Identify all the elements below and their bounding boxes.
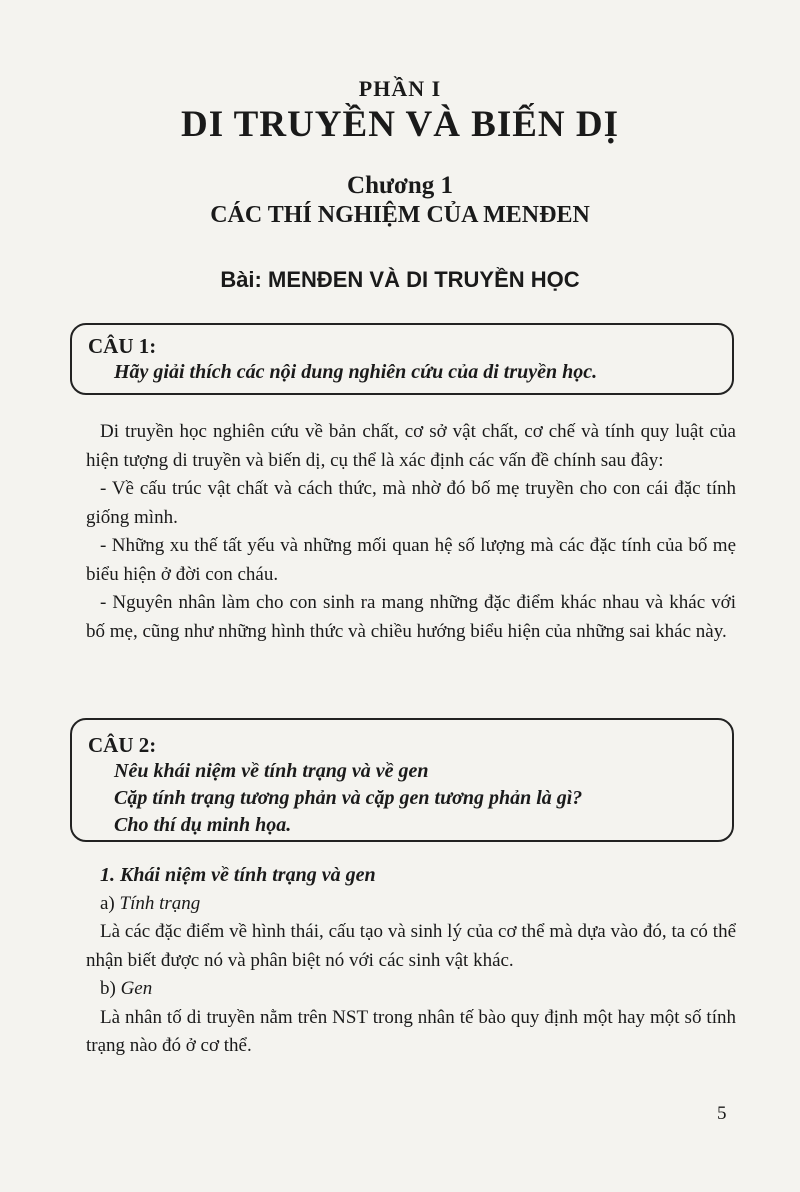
question-2-box (70, 718, 734, 842)
question-2-label: CÂU 2: (88, 733, 157, 757)
page-number: 5 (717, 1103, 727, 1124)
answer-1-paragraph: - Những xu thế tất yếu và những mối quan hệ số lượng mà các đặc tính của bố mẹ biểu hiện ở đời con cháu. (86, 535, 736, 585)
chapter-label: Chương 1 (347, 172, 453, 199)
subsection-a-prefix: a) (100, 892, 120, 914)
answer-1-paragraph: Di truyền học nghiên cứu về bản chất, cơ sở vật chất, cơ chế và tính quy luật của hiện tượng di truyền và biến dị, cụ thể là xác định các vấn đề chính sau đây: (86, 421, 736, 471)
question-2-line: Nêu khái niệm về tính trạng và về gen (114, 760, 429, 782)
subsection-a-text: Là các đặc điểm về hình thái, cấu tạo và sinh lý của cơ thể mà dựa vào đó, ta có thể nhận biết được nó và phân biệt nó với các sinh vật khác. (86, 921, 736, 971)
subsection-a-heading (86, 890, 736, 919)
part-title: DI TRUYỀN VÀ BIẾN DỊ (180, 104, 620, 145)
answer-1-paragraph: - Về cấu trúc vật chất và cách thức, mà nhờ đó bố mẹ truyền cho con cái đặc tính giống mình. (86, 478, 736, 528)
part-label: PHẦN I (358, 76, 442, 101)
subsection-b-heading (86, 975, 736, 1004)
question-1-label: CÂU 1: (88, 334, 157, 358)
answer-1 (86, 418, 736, 646)
question-2-line: Cho thí dụ minh họa. (114, 814, 292, 836)
lesson-title: Bài: MENĐEN VÀ DI TRUYỀN HỌC (220, 267, 580, 292)
chapter-title: CÁC THÍ NGHIỆM CỦA MENĐEN (210, 202, 590, 228)
subsection-b-prefix: b) (100, 978, 121, 999)
answer-1-paragraph: - Nguyên nhân làm cho con sinh ra mang những đặc điểm khác nhau và khác với bố mẹ, cũng như những hình thức và chiều hướng biểu hiện của những sai khác này. (86, 592, 736, 642)
subsection-b-text: Là nhân tố di truyền nằm trên NST trong nhân tế bào quy định một hay một số tính trạng nào đó ở cơ thể. (86, 1006, 736, 1056)
question-1-box (70, 323, 734, 395)
subsection-b-title: Gen (120, 978, 153, 999)
section-heading: 1. Khái niệm về tính trạng và gen (100, 864, 376, 886)
question-2-line: Cặp tính trạng tương phản và cặp gen tương phản là gì? (114, 787, 583, 809)
question-1-line: Hãy giải thích các nội dung nghiên cứu của di truyền học. (114, 361, 598, 383)
answer-2 (86, 861, 736, 1061)
subsection-a-title: Tính trạng (119, 892, 201, 914)
